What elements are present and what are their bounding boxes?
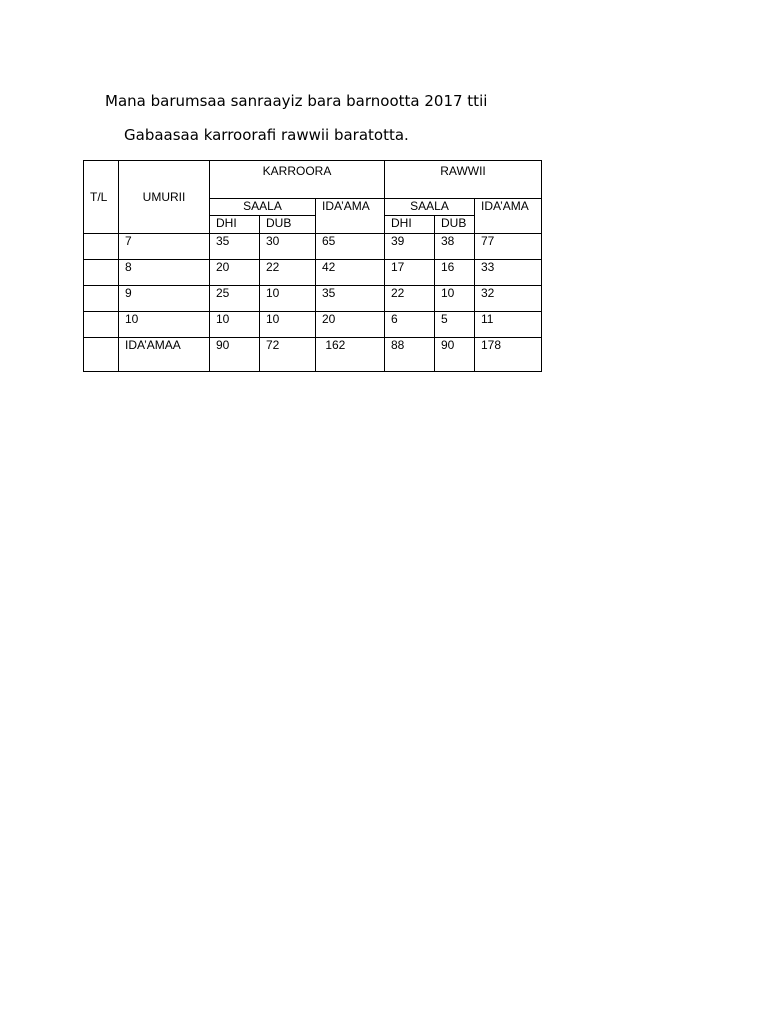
cell-rawwii-idaama: 77 — [475, 234, 542, 260]
cell-rawwii-idaama: 32 — [475, 286, 542, 312]
header-karroora: KARROORA — [210, 161, 385, 199]
cell-rawwii-dhi: 22 — [385, 286, 435, 312]
cell-karroora-idaama: 65 — [316, 234, 385, 260]
table-row — [84, 286, 542, 312]
table-row — [84, 260, 542, 286]
cell-umurii: 10 — [119, 312, 210, 338]
cell-karroora-idaama: 42 — [316, 260, 385, 286]
header-karroora-dub: DUB — [260, 216, 316, 234]
header-rawwii-dhi: DHI — [385, 216, 435, 234]
cell-karroora-dhi: 10 — [210, 312, 260, 338]
cell-karroora-idaama-total: 162 — [316, 338, 385, 372]
cell-rawwii-dub: 38 — [435, 234, 475, 260]
cell-rawwii-dhi-total: 88 — [385, 338, 435, 372]
cell-karroora-dub: 22 — [260, 260, 316, 286]
cell-rawwii-dhi: 6 — [385, 312, 435, 338]
cell-rawwii-idaama-total: 178 — [475, 338, 542, 372]
cell-karroora-dub: 10 — [260, 286, 316, 312]
cell-rawwii-dub-total: 90 — [435, 338, 475, 372]
cell-karroora-dhi: 35 — [210, 234, 260, 260]
total-row — [84, 338, 542, 372]
cell-karroora-idaama: 20 — [316, 312, 385, 338]
cell-karroora-dhi-total: 90 — [210, 338, 260, 372]
header-rawwii-idaama: IDA’AMA — [475, 199, 542, 234]
header-karroora-dhi: DHI — [210, 216, 260, 234]
cell-umurii-total: IDA’AMAA — [119, 338, 210, 372]
cell-karroora-dub: 10 — [260, 312, 316, 338]
cell-umurii: 7 — [119, 234, 210, 260]
cell-rawwii-idaama: 33 — [475, 260, 542, 286]
table-row — [84, 234, 542, 260]
table-body — [84, 161, 542, 372]
cell-rawwii-dhi: 17 — [385, 260, 435, 286]
cell-rawwii-dhi: 39 — [385, 234, 435, 260]
cell-karroora-dhi: 25 — [210, 286, 260, 312]
cell-rawwii-dub: 5 — [435, 312, 475, 338]
cell-tl — [84, 260, 119, 286]
table-row — [84, 312, 542, 338]
header-karroora-idaama: IDA’AMA — [316, 199, 385, 234]
cell-karroora-idaama: 35 — [316, 286, 385, 312]
header-tl: T/L — [84, 161, 119, 234]
cell-tl — [84, 286, 119, 312]
cell-umurii: 9 — [119, 286, 210, 312]
header-rawwii: RAWWII — [385, 161, 542, 199]
cell-tl — [84, 312, 119, 338]
document-title: Mana barumsaa sanraayiz bara barnootta 2017 ttii — [105, 92, 488, 110]
cell-umurii: 8 — [119, 260, 210, 286]
header-karroora-saala: SAALA — [210, 199, 316, 216]
header-row-groups — [84, 161, 542, 199]
cell-tl — [84, 338, 119, 372]
cell-rawwii-dub: 10 — [435, 286, 475, 312]
header-rawwii-saala: SAALA — [385, 199, 475, 216]
header-umurii: UMURII — [119, 161, 210, 234]
report-table — [83, 160, 542, 372]
cell-rawwii-dub: 16 — [435, 260, 475, 286]
cell-rawwii-idaama: 11 — [475, 312, 542, 338]
header-rawwii-dub: DUB — [435, 216, 475, 234]
document-subtitle: Gabaasaa karroorafi rawwii baratotta. — [124, 126, 409, 144]
cell-karroora-dub: 30 — [260, 234, 316, 260]
cell-karroora-dub-total: 72 — [260, 338, 316, 372]
cell-tl — [84, 234, 119, 260]
cell-karroora-dhi: 20 — [210, 260, 260, 286]
